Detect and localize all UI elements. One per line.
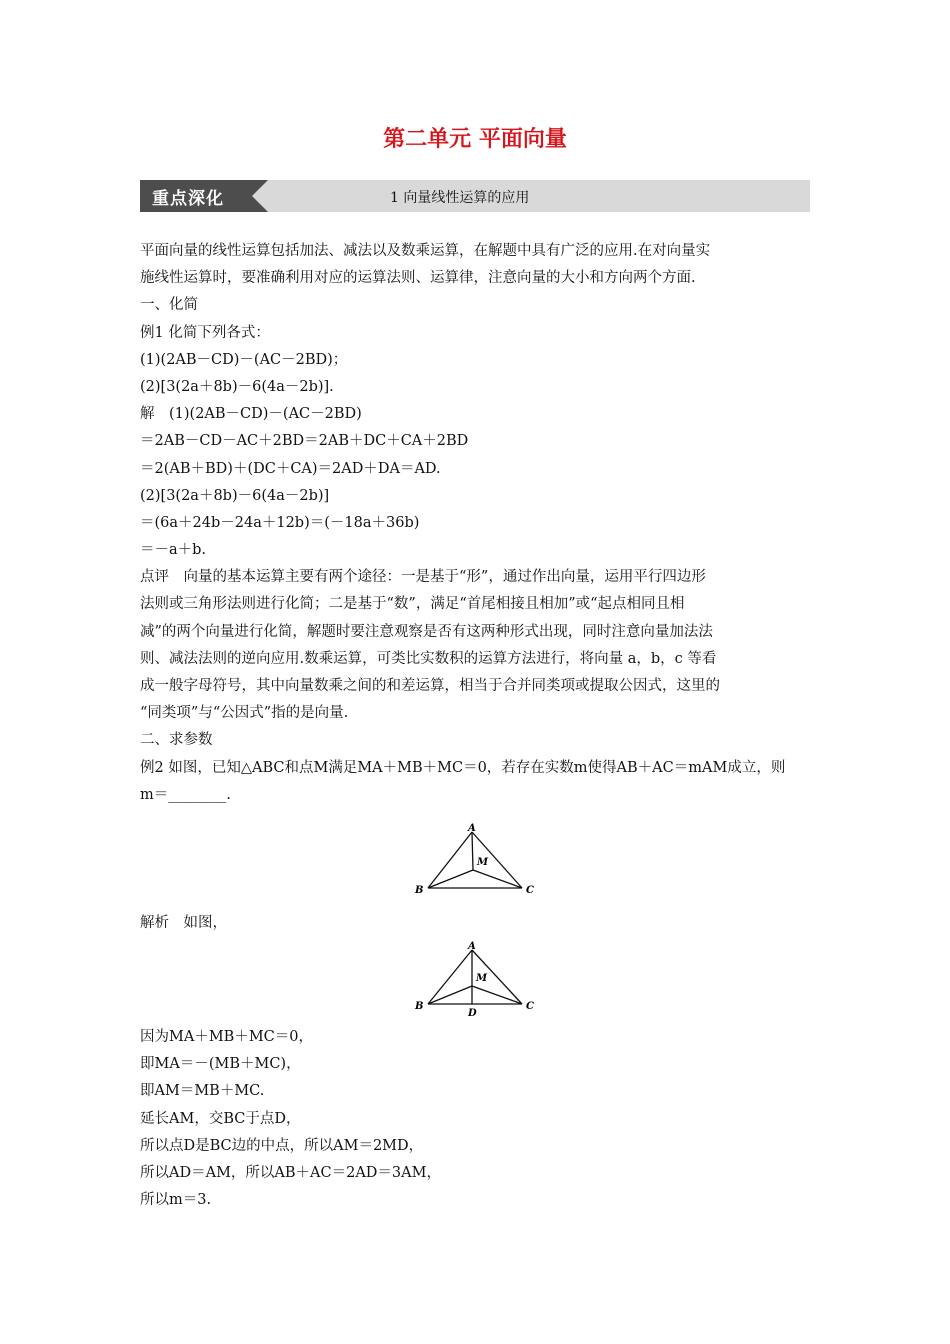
- text-line: 平面向量的线性运算包括加法、减法以及数乘运算，在解题中具有广泛的应用.在对向量实: [140, 243, 711, 259]
- text-line: 点评 向量的基本运算主要有两个途径：一是基于“形”，通过作出向量，运用平行四边形: [140, 569, 706, 586]
- text-line: 解 (1)(2AB－CD)－(AC－2BD): [140, 406, 362, 423]
- text-line: “同类项”与“公因式”指的是向量.: [140, 705, 349, 722]
- label-C: C: [526, 885, 534, 896]
- solution-text: [140, 1024, 812, 1214]
- label-B: B: [415, 1001, 424, 1012]
- text-line: 所以m＝3.: [140, 1192, 212, 1209]
- text-line: 所以AD＝AM，所以AB＋AC＝2AD＝3AM，: [140, 1164, 441, 1181]
- text-line: ＝－a＋b.: [140, 542, 207, 559]
- text-line: 二、求参数: [140, 732, 213, 749]
- text-line: 延长AM，交BC于点D，: [140, 1110, 301, 1127]
- label-A: A: [468, 823, 476, 834]
- text-line: ＝(6a＋24b－24a＋12b)＝(－18a＋36b): [140, 514, 420, 531]
- text-line: m＝________.: [140, 786, 231, 803]
- text-line: 即AM＝MB＋MC.: [140, 1083, 265, 1100]
- text-line: ＝2(AB＋BD)＋(DC＋CA)＝2AD＋DA＝AD.: [140, 460, 441, 477]
- text-line: 即MA＝－(MB＋MC)，: [140, 1056, 301, 1073]
- text-line: (1)(2AB－CD)－(AC－2BD)；: [140, 351, 348, 368]
- text-line: (2)[3(2a＋8b)－6(4a－2b)]: [140, 487, 330, 504]
- body-text: [140, 238, 812, 809]
- label-A: A: [468, 941, 476, 952]
- label-M: M: [476, 973, 488, 984]
- text-line: 则、减法法则的逆向应用.数乘运算，可类比实数积的运算方法进行，将向量 a，b，c 等看: [140, 650, 717, 667]
- text-line: 例1 化简下列各式：: [140, 324, 270, 341]
- label-B: B: [415, 885, 424, 896]
- label-D: D: [468, 1008, 477, 1019]
- triangle-figure-2: [410, 940, 540, 1020]
- label-M: M: [477, 857, 489, 868]
- section-heading: 1 向量线性运算的应用: [390, 190, 530, 206]
- text-line: 成一般字母符号，其中向量数乘之间的和差运算，相当于合并同类项或提取公因式，这里的: [140, 678, 720, 694]
- text-line: 减”的两个向量进行化简，解题时要注意观察是否有这两种形式出现，同时注意向量加法法: [140, 623, 713, 640]
- text-line: ＝2AB－CD－AC＋2BD＝2AB＋DC＋CA＋2BD: [140, 433, 469, 450]
- page-title: 第二单元 平面向量: [383, 127, 567, 152]
- label-C: C: [526, 1001, 534, 1012]
- text-line: 因为MA＋MB＋MC＝0，: [140, 1029, 313, 1045]
- banner-tag: 重点深化: [152, 189, 224, 209]
- text-line: 施线性运算时，要准确利用对应的运算法则、运算律，注意向量的大小和方向两个方面.: [140, 270, 696, 287]
- text-line: 所以点D是BC边的中点，所以AM＝2MD，: [140, 1137, 424, 1154]
- text-line: 法则或三角形法则进行化简；二是基于“数”，满足“首尾相接且相加”或“起点相同且相: [140, 596, 685, 613]
- section-banner: [140, 180, 810, 212]
- analysis-label: 解析 如图，: [140, 915, 227, 931]
- triangle-figure-1: [410, 822, 540, 898]
- text-line: 一、化简: [140, 297, 198, 314]
- text-line: (2)[3(2a＋8b)－6(4a－2b)].: [140, 378, 334, 395]
- text-line: 例2 如图，已知△ABC和点M满足MA＋MB＋MC＝0，若存在实数m使得AB＋AC＝mAM成立，则: [140, 759, 786, 776]
